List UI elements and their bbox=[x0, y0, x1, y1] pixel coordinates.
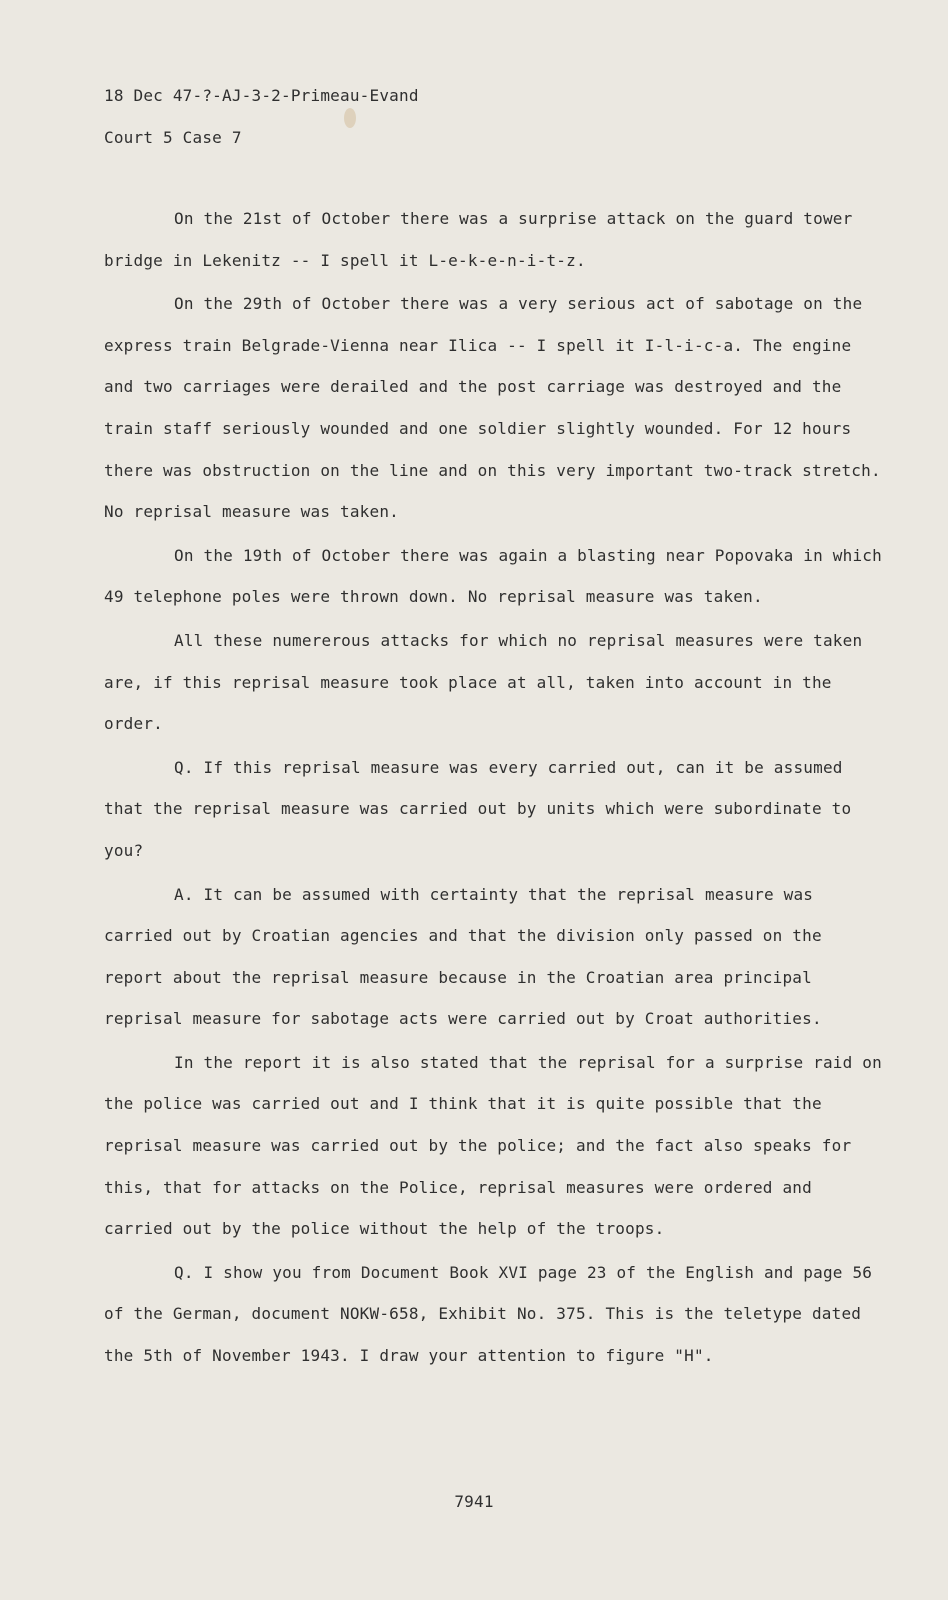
page-number: 7941 bbox=[454, 1492, 494, 1511]
header-reference: 18 Dec 47-?-AJ-3-2-Primeau-Evand bbox=[104, 86, 419, 105]
paragraph: On the 29th of October there was a very serious act of sabotage on the express train Belgrade-Vienna near Ilica -- I spell it I-l-i-c-a. The engine and two carriages were derailed and the post carriage was destroyed and the train staff seriously wounded and one soldier slightly wounded. For 12 hours there was obstruction on the line and on this very important two-track stretch. No reprisal measure was taken. bbox=[104, 294, 881, 522]
question-paragraph: Q. If this reprisal measure was every carried out, can it be assumed that the reprisal measure was carried out by units which were subordinate to you? bbox=[104, 757, 852, 860]
paragraph: On the 21st of October there was a surprise attack on the guard tower bridge in Lekenitz -- I spell it L-e-k-e-n-i-t-z. bbox=[104, 209, 853, 270]
question-paragraph: Q. I show you from Document Book XVI page 23 of the English and page 56 of the German, document NOKW-658, Exhibit No. 375. This is the teletype dated the 5th of November 1943. I draw your attention to figure "H". bbox=[104, 1262, 873, 1366]
paragraph: On the 19th of October there was again a blasting near Popovaka in which 49 telephone poles were thrown down. No reprisal measure was taken. bbox=[104, 545, 882, 607]
paragraph: All these numererous attacks for which no reprisal measures were taken are, if this reprisal measure took place at all, taken into account in the order. bbox=[104, 630, 863, 734]
answer-paragraph: A. It can be assumed with certainty that the reprisal measure was carried out by Croatian agencies and that the division only passed on the report about the reprisal measure because in the Croatian area principal reprisal measure for sabotage acts were carried out by Croat authorities. bbox=[104, 884, 822, 1029]
paragraph: In the report it is also stated that the reprisal for a surprise raid on the police was carried out and I think that it is quite possible that the reprisal measure was carried out by the police; and the fact also speaks for this, that for attacks on the Police, reprisal measures were ordered and carried out by the police without the help of the troops. bbox=[104, 1052, 882, 1239]
transcript-body bbox=[104, 198, 884, 1379]
header-court-case: Court 5 Case 7 bbox=[104, 128, 242, 147]
paper-stain bbox=[344, 108, 356, 128]
